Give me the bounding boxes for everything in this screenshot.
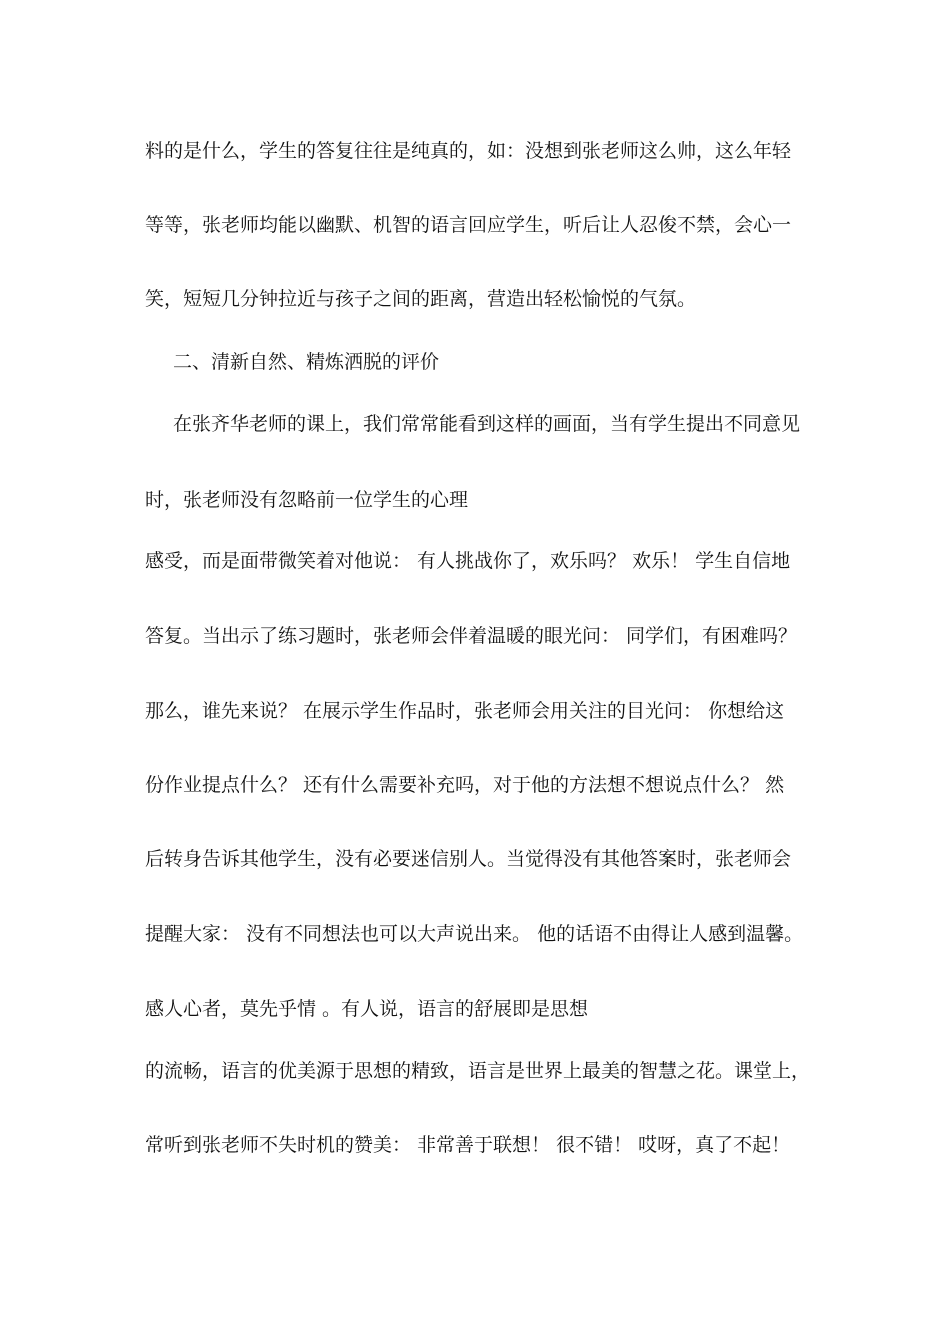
- section-heading: 二、清新自然、精炼洒脱的评价: [173, 351, 440, 373]
- paragraph-line: 份作业提点什么？ 还有什么需要补充吗，对于他的方法想不想说点什么？ 然: [145, 774, 785, 796]
- paragraph-line: 的流畅，语言的优美源于思想的精致，语言是世界上最美的智慧之花。课堂上，: [145, 1060, 811, 1082]
- paragraph-line: 那么，谁先来说？ 在展示学生作品时，张老师会用关注的目光问： 你想给这: [145, 700, 785, 722]
- paragraph-line: 提醒大家： 没有不同想法也可以大声说出来。 他的话语不由得让人感到温馨。: [145, 923, 804, 945]
- paragraph-line: 后转身告诉其他学生，没有必要迷信别人。当觉得没有其他答案时，张老师会: [145, 848, 792, 870]
- paragraph-line: 感受，而是面带微笑着对他说： 有人挑战你了，欢乐吗？ 欢乐！ 学生自信地: [145, 550, 791, 572]
- paragraph-line: 在张齐华老师的课上，我们常常能看到这样的画面，当有学生提出不同意见: [173, 413, 801, 435]
- paragraph-line: 感人心者，莫先乎情 。有人说，语言的舒展即是思想: [145, 998, 589, 1020]
- paragraph-line: 常听到张老师不失时机的赞美： 非常善于联想！ 很不错！ 哎呀，真了不起！: [145, 1134, 791, 1156]
- paragraph-line: 答复。当出示了练习题时，张老师会伴着温暖的眼光问： 同学们，有困难吗？: [145, 625, 798, 647]
- paragraph-line: 等等，张老师均能以幽默、机智的语言回应学生，听后让人忍俊不禁，会心一: [145, 214, 792, 236]
- paragraph-line: 时，张老师没有忽略前一位学生的心理: [145, 489, 469, 511]
- paragraph-line: 料的是什么，学生的答复往往是纯真的，如：没想到张老师这么帅，这么年轻: [145, 140, 792, 162]
- paragraph-line: 笑，短短几分钟拉近与孩子之间的距离，营造出轻松愉悦的气氛。: [145, 288, 697, 310]
